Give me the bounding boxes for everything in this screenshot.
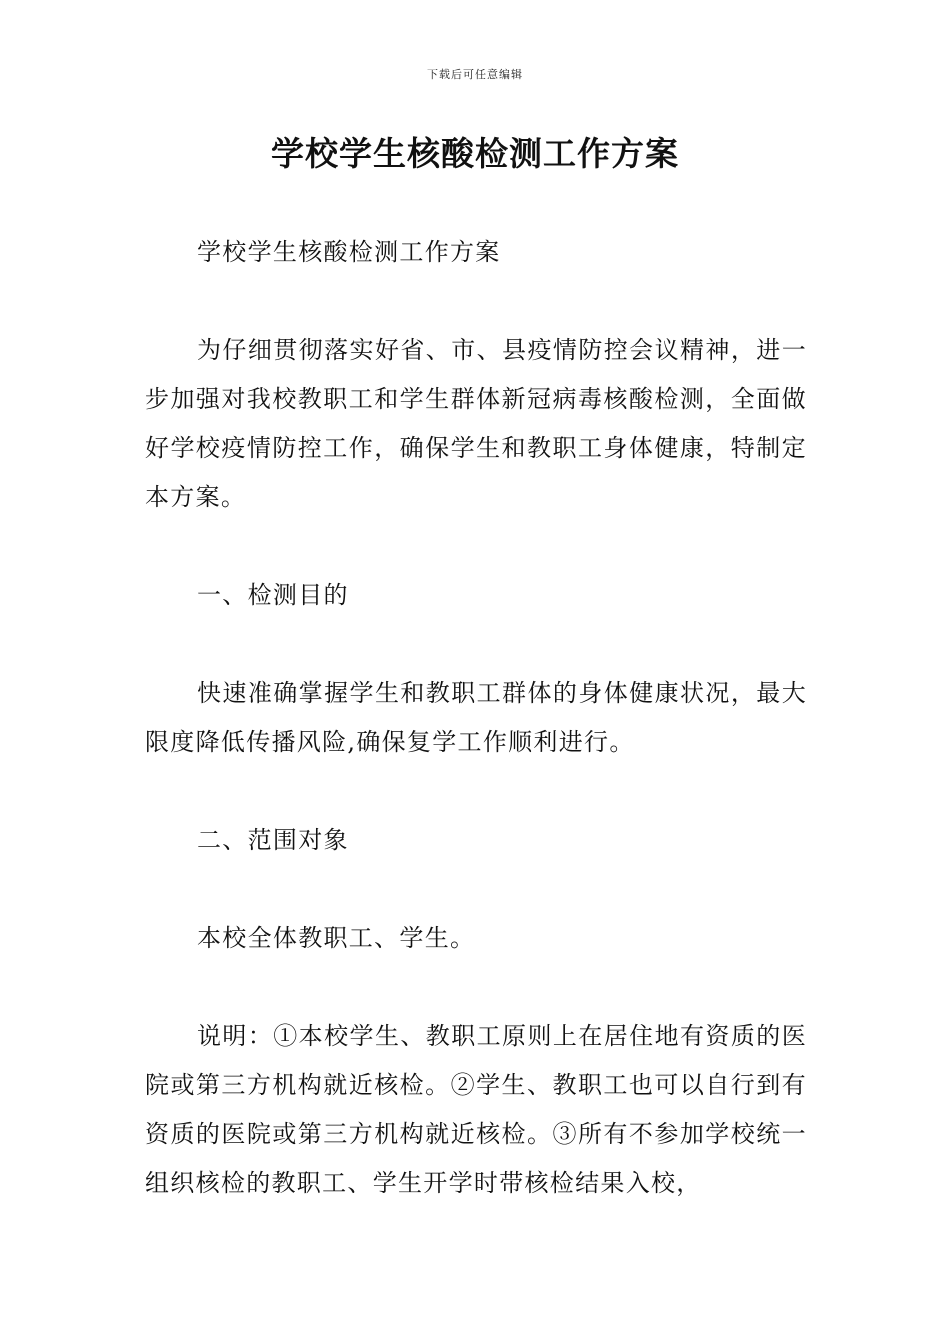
purpose-paragraph: 快速准确掌握学生和教职工群体的身体健康状况，最大限度降低传播风险,确保复学工作顺利进行。	[145, 679, 807, 756]
document-body	[145, 228, 807, 1257]
section-heading-scope: 二、范围对象	[197, 826, 349, 854]
note-paragraph: 说明：①本校学生、教职工原则上在居住地有资质的医院或第三方机构就近核检。②学生、教职工也可以自行到有资质的医院或第三方机构就近核检。③所有不参加学校统一组织核检的教职工、学生开学时带核检结果入校，	[145, 1022, 807, 1197]
section-heading-purpose: 一、检测目的	[197, 581, 349, 609]
scope-paragraph: 本校全体教职工、学生。	[197, 924, 476, 952]
document-title: 学校学生核酸检测工作方案	[271, 134, 679, 173]
header-note: 下载后可任意编辑	[427, 68, 523, 81]
subtitle-paragraph: 学校学生核酸检测工作方案	[197, 238, 501, 266]
intro-paragraph: 为仔细贯彻落实好省、市、县疫情防控会议精神，进一步加强对我校教职工和学生群体新冠病毒核酸检测，全面做好学校疫情防控工作，确保学生和教职工身体健康，特制定本方案。	[145, 336, 807, 511]
